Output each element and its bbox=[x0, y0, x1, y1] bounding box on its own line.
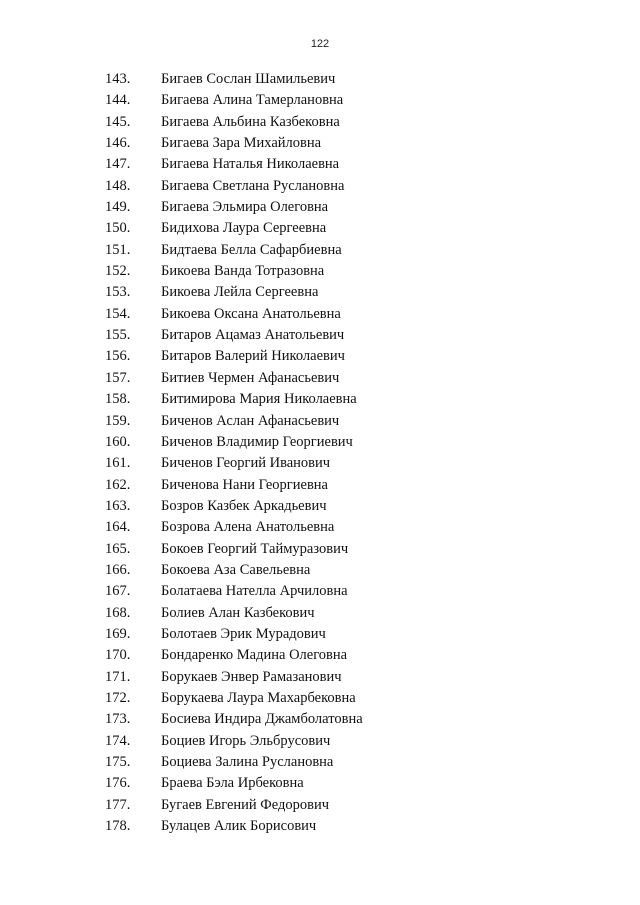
entry-name: Битаров Валерий Николаевич bbox=[161, 348, 345, 365]
entry-number: 143. bbox=[105, 71, 131, 87]
entry-name: Борукаев Энвер Рамазанович bbox=[161, 668, 342, 685]
entry-number: 148. bbox=[105, 177, 131, 194]
list-item bbox=[0, 688, 640, 709]
entry-name: Бокоев Георгий Таймуразович bbox=[161, 540, 349, 557]
entry-number: 159. bbox=[105, 412, 131, 429]
entry-number: 160. bbox=[105, 433, 131, 450]
entry-number: 149. bbox=[105, 199, 131, 216]
entry-number: 177. bbox=[105, 796, 131, 813]
list-item bbox=[0, 795, 640, 816]
entry-name: Браева Бэла Ирбековна bbox=[161, 775, 304, 792]
entry-number: 158. bbox=[105, 391, 131, 408]
entry-number: 173. bbox=[105, 711, 131, 728]
name-list bbox=[0, 69, 640, 837]
entry-number: 162. bbox=[105, 476, 131, 493]
entry-name: Боциева Залина Руслановна bbox=[161, 754, 334, 770]
entry-name: Битиев Чермен Афанасьевич bbox=[161, 369, 340, 386]
entry-number: 152. bbox=[105, 263, 131, 280]
entry-name: Бикоева Ванда Тотразовна bbox=[161, 263, 325, 280]
entry-number: 167. bbox=[105, 583, 131, 600]
list-item bbox=[0, 133, 640, 154]
list-item bbox=[0, 709, 640, 730]
list-item bbox=[0, 154, 640, 175]
list-item bbox=[0, 496, 640, 517]
list-item bbox=[0, 176, 640, 197]
entry-name: Бигаева Светлана Руслановна bbox=[161, 177, 345, 194]
page-number: 122 bbox=[310, 38, 330, 50]
list-item bbox=[0, 624, 640, 645]
entry-name: Бондаренко Мадина Олеговна bbox=[161, 647, 348, 664]
entry-name: Болотаев Эрик Мурадович bbox=[161, 625, 326, 642]
entry-name: Босиева Индира Джамболатовна bbox=[161, 711, 363, 728]
entry-number: 172. bbox=[105, 689, 131, 706]
entry-number: 175. bbox=[105, 754, 131, 770]
list-item bbox=[0, 731, 640, 752]
entry-name: Бигаева Наталья Николаевна bbox=[161, 156, 340, 173]
entry-number: 176. bbox=[105, 775, 131, 792]
entry-name: Булацев Алик Борисович bbox=[161, 818, 317, 835]
entry-number: 151. bbox=[105, 241, 131, 258]
entry-name: Болатаева Нателла Арчиловна bbox=[161, 583, 348, 600]
entry-number: 156. bbox=[105, 348, 131, 365]
entry-name: Бигаева Альбина Казбековна bbox=[161, 113, 340, 130]
entry-name: Бигаева Зара Михайловна bbox=[161, 135, 322, 152]
entry-number: 145. bbox=[105, 113, 131, 130]
list-item bbox=[0, 560, 640, 581]
entry-number: 153. bbox=[105, 284, 131, 301]
entry-number: 169. bbox=[105, 625, 131, 642]
list-item bbox=[0, 475, 640, 496]
entry-number: 171. bbox=[105, 668, 131, 685]
list-item bbox=[0, 667, 640, 688]
entry-number: 178. bbox=[105, 818, 131, 835]
entry-number: 154. bbox=[105, 305, 131, 322]
entry-name: Биченов Георгий Иванович bbox=[161, 455, 331, 472]
entry-name: Бугаев Евгений Федорович bbox=[161, 796, 330, 813]
list-item bbox=[0, 816, 640, 837]
entry-number: 174. bbox=[105, 732, 131, 749]
entry-name: Бигаев Сослан Шамильевич bbox=[161, 71, 336, 87]
list-item bbox=[0, 389, 640, 410]
list-item bbox=[0, 325, 640, 346]
list-item bbox=[0, 69, 640, 90]
entry-name: Бокоева Аза Савельевна bbox=[161, 561, 311, 578]
list-item bbox=[0, 304, 640, 325]
entry-name: Бикоева Лейла Сергеевна bbox=[161, 284, 319, 301]
list-item bbox=[0, 112, 640, 133]
entry-number: 163. bbox=[105, 497, 131, 514]
list-item bbox=[0, 539, 640, 560]
list-item bbox=[0, 90, 640, 111]
list-item bbox=[0, 346, 640, 367]
entry-name: Болиев Алан Казбекович bbox=[161, 604, 315, 621]
entry-name: Бозров Казбек Аркадьевич bbox=[161, 497, 327, 514]
list-item bbox=[0, 581, 640, 602]
entry-number: 146. bbox=[105, 135, 131, 152]
list-item bbox=[0, 517, 640, 538]
list-item bbox=[0, 282, 640, 303]
entry-name: Бидихова Лаура Сергеевна bbox=[161, 220, 327, 237]
entry-number: 144. bbox=[105, 92, 131, 109]
entry-name: Битимирова Мария Николаевна bbox=[161, 391, 357, 408]
entry-number: 161. bbox=[105, 455, 131, 472]
list-item bbox=[0, 411, 640, 432]
entry-name: Биченова Нани Георгиевна bbox=[161, 476, 328, 493]
entry-name: Борукаева Лаура Махарбековна bbox=[161, 689, 356, 706]
list-item bbox=[0, 752, 640, 773]
entry-number: 165. bbox=[105, 540, 131, 557]
entry-name: Биченов Аслан Афанасьевич bbox=[161, 412, 340, 429]
entry-name: Битаров Ацамаз Анатольевич bbox=[161, 327, 345, 344]
entry-name: Биченов Владимир Георгиевич bbox=[161, 433, 353, 450]
list-item bbox=[0, 368, 640, 389]
entry-number: 157. bbox=[105, 369, 131, 386]
list-item bbox=[0, 240, 640, 261]
list-item bbox=[0, 773, 640, 794]
entry-name: Боциев Игорь Эльбрусович bbox=[161, 732, 331, 749]
list-item bbox=[0, 218, 640, 239]
list-item bbox=[0, 645, 640, 666]
entry-number: 155. bbox=[105, 327, 131, 344]
entry-number: 164. bbox=[105, 519, 131, 536]
list-item bbox=[0, 197, 640, 218]
entry-number: 170. bbox=[105, 647, 131, 664]
entry-number: 168. bbox=[105, 604, 131, 621]
entry-name: Бигаева Эльмира Олеговна bbox=[161, 199, 329, 216]
entry-name: Бозрова Алена Анатольевна bbox=[161, 519, 335, 536]
entry-number: 150. bbox=[105, 220, 131, 237]
entry-name: Бидтаева Белла Сафарбиевна bbox=[161, 241, 342, 258]
list-item bbox=[0, 603, 640, 624]
entry-name: Бикоева Оксана Анатольевна bbox=[161, 305, 341, 322]
entry-number: 166. bbox=[105, 561, 131, 578]
entry-name: Бигаева Алина Тамерлановна bbox=[161, 92, 344, 109]
list-item bbox=[0, 432, 640, 453]
list-item bbox=[0, 453, 640, 474]
entry-number: 147. bbox=[105, 156, 131, 173]
list-item bbox=[0, 261, 640, 282]
